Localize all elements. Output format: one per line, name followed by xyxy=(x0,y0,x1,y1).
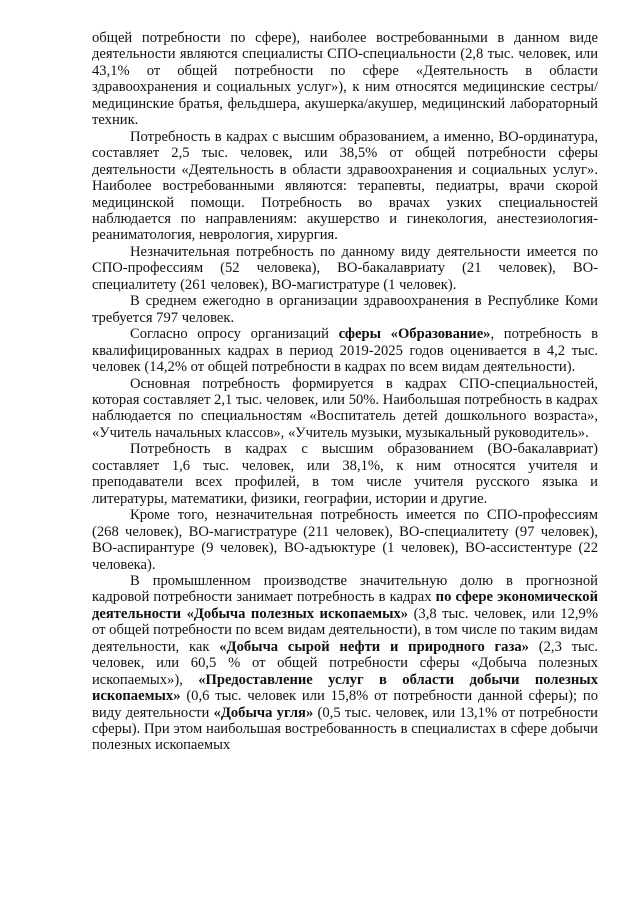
paragraph-healthcare-higher-ed xyxy=(92,129,598,244)
text-run: Согласно опросу организаций xyxy=(130,326,339,343)
text-run: Потребность в кадрах с высшим образованием, а именно, ВО-ординатура, составляет 2,5 тыс. человек, или 38,5% от общей потребности сферы деятельности «Деятельность в области здравоохранения и социальных услуг». Наиболее востребованными являются: терапевты, педиатры, врачи скорой медицинской помощи. Потребность во врачах узких специальностей наблюдается по направлениям: акушерство и гинекология, анестезиология-реаниматология, неврология, хирургия. xyxy=(92,128,598,244)
text-run: (0,5 тыс. человек, или 13,1% от потребности сферы). При этом наибольшая востребованность в специалистах в сфере добычи полезных ископаемых xyxy=(92,704,598,754)
paragraph-education-minor-need xyxy=(92,507,598,573)
text-run: В среднем ежегодно в организации здравоохранения в Республике Коми требуется 797 человек. xyxy=(92,293,598,326)
paragraph-healthcare-minor-need xyxy=(92,244,598,293)
text-run: Потребность в кадрах с высшим образованием (ВО-бакалавриат) составляет 1,6 тыс. человек, или 38,1%, к ним относятся учителя и преподаватели всех профилей, в том числе учителя русского языка и литературы, математики, физики, географии, истории и другие. xyxy=(92,441,598,507)
paragraph-healthcare-spo xyxy=(92,30,598,129)
text-run: (2,3 тыс. человек, или 60,5 % от общей потребности сферы «Добыча полезных ископаемых»), xyxy=(92,638,598,688)
bold-term-mining: по сфере экономической деятельности «Добыча полезных ископаемых» xyxy=(92,589,598,622)
bold-term-education: сферы «Образование» xyxy=(338,326,491,343)
paragraph-education-higher-ed xyxy=(92,441,598,507)
text-run: (0,6 тыс. человек или 15,8% от потребности данной сферы); по виду деятельности xyxy=(92,688,598,721)
text-run: Кроме того, незначительная потребность имеется по СПО-профессиям (268 человек), ВО-магистратуре (211 человек), ВО-специалитету (97 человек), ВО-аспирантуре (9 человек), ВО-адъюктуре (1 человек), ВО-ассистентуре (22 человека). xyxy=(92,507,598,573)
text-run: Основная потребность формируется в кадрах СПО-специальностей, которая составляет 2,1 тыс. человек, или 50%. Наибольшая потребность в кадрах наблюдается по специальностям «Воспитатель детей дошкольного возраста», «Учитель начальных классов», «Учитель музыки, музыкальный руководитель». xyxy=(92,375,598,441)
text-run: Незначительная потребность по данному виду деятельности имеется по СПО-профессиям (52 человека), ВО-бакалавриату (21 человек), ВО-специалитету (261 человек), ВО-магистратуре (1 человек). xyxy=(92,243,598,293)
paragraph-mining xyxy=(92,573,598,754)
bold-term-mining-services: «Предоставление услуг в области добычи полезных ископаемых» xyxy=(92,671,598,705)
paragraph-education-spo xyxy=(92,376,598,442)
paragraph-healthcare-annual xyxy=(92,293,598,326)
text-run: В промышленном производстве значительную долю в прогнозной кадровой потребности занимает потребность в кадрах xyxy=(92,572,598,606)
text-run: общей потребности по сфере), наиболее востребованными в данном виде деятельности являются специалисты СПО-специальности (2,8 тыс. человек, или 43,1% от общей потребности по сфере «Деятельность в области здравоохранения и социальных услуг»), к ним относятся медицинские сестры/медицинские братья, фельдшера, акушерка/акушер, медицинский лабораторный техник. xyxy=(92,30,598,129)
bold-term-coal: «Добыча угля» xyxy=(213,704,314,721)
text-run: (3,8 тыс. человек, или 12,9% от общей потребности по всем видам деятельности), в том числе по таким видам деятельности, как xyxy=(92,605,598,655)
text-run: , потребность в квалифицированных кадрах в период 2019-2025 годов оценивается в 4,2 тыс. человек (14,2% от общей потребности в кадрах по всем видам деятельности). xyxy=(92,326,598,376)
document-page xyxy=(92,30,598,754)
paragraph-education-intro xyxy=(92,326,598,375)
bold-term-oil-gas: «Добыча сырой нефти и природного газа» xyxy=(219,638,529,655)
